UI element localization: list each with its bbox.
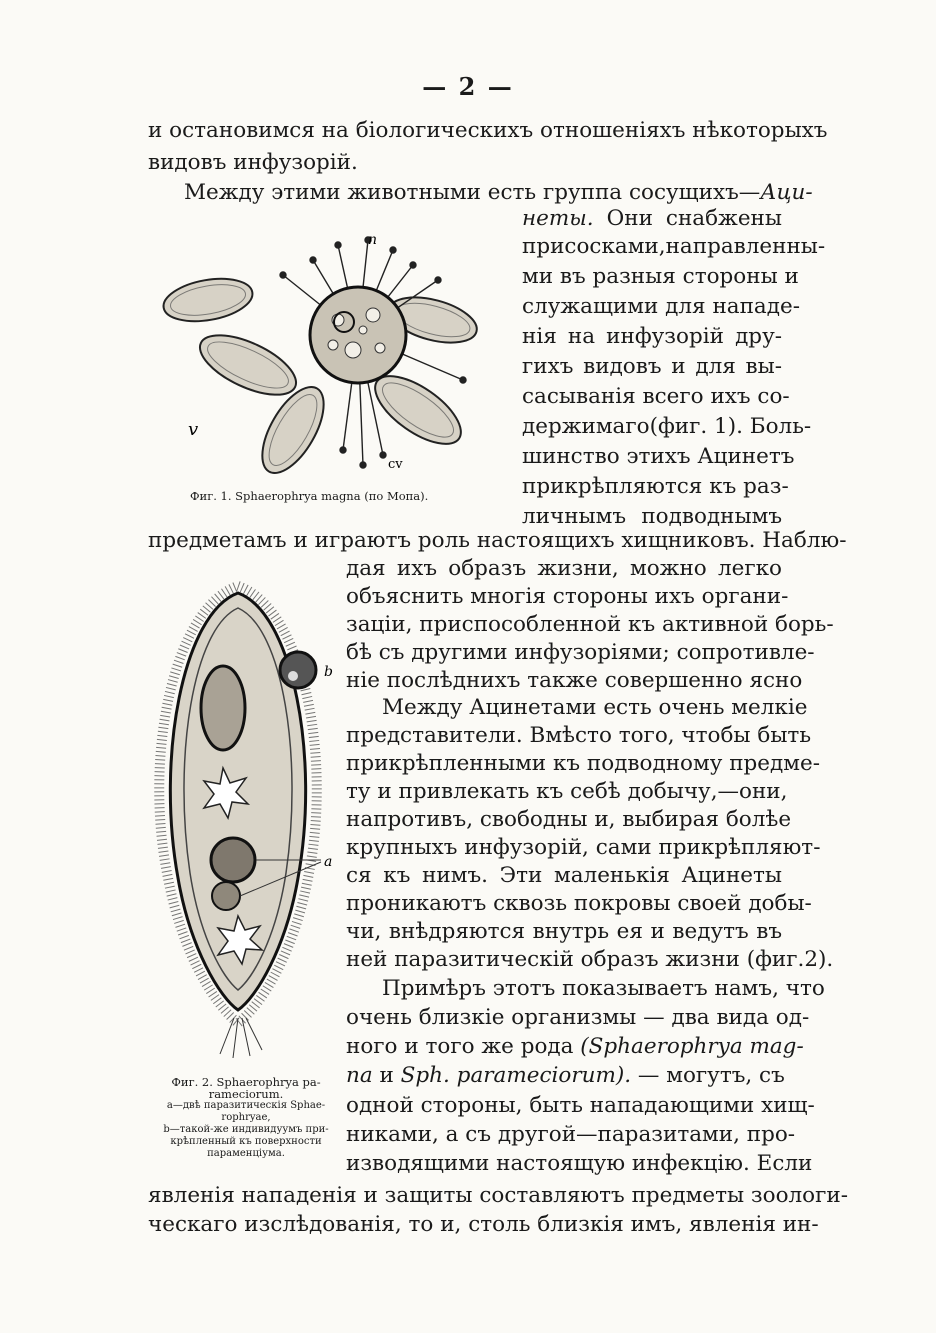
text-span: и	[372, 1063, 401, 1088]
text-line: крупныхъ инфузорій, сами прикрѣпляют-	[346, 835, 821, 860]
figure-2-caption	[146, 1076, 346, 1160]
text-line: предметамъ и играютъ роль настоящихъ хищниковъ. Наблю-	[148, 528, 847, 553]
text-line: проникаютъ сквозь покровы своей добы-	[346, 891, 812, 916]
fig1-label-v: v	[188, 419, 199, 440]
text-line: дая ихъ образъ жизни, можно легко	[346, 556, 782, 581]
text-line: Между Ацинетами есть очень мелкіе	[382, 695, 808, 720]
text-line: ту и привлекать къ себѣ добычу,—они,	[346, 779, 788, 804]
text-line: ческаго изслѣдованія, то и, столь близкія имъ, явленія ин-	[148, 1212, 819, 1237]
caption-line: b—такой-же индивидуумъ при-	[163, 1124, 329, 1135]
text-line	[522, 206, 782, 234]
text-line: представители. Вмѣсто того, чтобы быть	[346, 723, 812, 748]
text-line: ся къ нимъ. Эти маленькія Ацинеты	[346, 863, 782, 888]
text-span: — могутъ, съ	[631, 1063, 785, 1088]
species-name: Sph. parameciorum).	[400, 1063, 632, 1088]
figure-1-caption: Фиг. 1. Sphaerophrya magna (по Мопа).	[190, 489, 429, 503]
fig1-label-cv: cv	[388, 457, 403, 472]
text-line: бѣ съ другими инфузоріями; сопротивле-	[346, 640, 815, 665]
text-line: чи, внѣдряются внутрь ея и ведутъ въ	[346, 919, 782, 944]
text-line: ми въ разныя стороны и	[522, 264, 799, 289]
text-line	[346, 1063, 785, 1091]
species-name: (Sphaerophrya mag-	[580, 1034, 804, 1059]
caption-line: крѣпленный къ поверхности	[170, 1136, 322, 1147]
page-number: — 2 —	[422, 72, 514, 101]
text-line: и остановимся на біологическихъ отношеніяхъ нѣкоторыхъ	[148, 118, 828, 143]
text-line: ніе послѣднихъ также совершенно ясно	[346, 668, 803, 693]
species-name: na	[346, 1063, 373, 1088]
text-line: Примѣръ этотъ показываетъ намъ, что	[382, 976, 825, 1001]
text-line: сасыванія всего ихъ со-	[522, 384, 790, 409]
text-line: гихъ видовъ и для вы-	[522, 354, 782, 379]
fig2-label-a: a	[324, 854, 333, 870]
text-line	[184, 180, 813, 208]
text-line	[346, 1034, 804, 1062]
caption-line: параменціума.	[207, 1148, 285, 1159]
text-line: служащими для нападе-	[522, 294, 800, 319]
text-span: Они снабжены	[606, 206, 782, 231]
text-span: Между этими животными есть группа сосущихъ—	[184, 180, 761, 205]
caption-line: rophryae,	[221, 1112, 271, 1123]
caption-line: rameciorum.	[208, 1087, 284, 1101]
acineta-body	[310, 287, 406, 383]
text-line: шинство этихъ Ацинетъ	[522, 444, 795, 469]
fig2-label-b: b	[324, 664, 333, 680]
caption-line: Фиг. 2. Sphaerophrya pa-	[171, 1075, 321, 1089]
text-line: изводящими настоящую инфекцію. Если	[346, 1151, 813, 1176]
text-line: ней паразитическій образъ жизни (фиг.2).	[346, 947, 834, 972]
text-span: ного и того же рода	[346, 1034, 581, 1059]
acineta-term: неты.	[522, 206, 594, 231]
text-line: присосками,направленны-	[522, 234, 826, 259]
text-line: объяснить многія стороны ихъ органи-	[346, 584, 789, 609]
fig1-label-n: n	[368, 232, 378, 248]
text-line: прикрѣпленными къ подводному предме-	[346, 751, 820, 776]
text-line: явленія нападенія и защиты составляютъ предметы зоологи-	[148, 1183, 848, 1208]
text-line: нія на инфузорій дру-	[522, 324, 782, 349]
text-line: никами, а съ другой—паразитами, про-	[346, 1122, 796, 1147]
figure-1-illustration	[148, 230, 508, 490]
text-line: очень близкіе организмы — два вида од-	[346, 1005, 810, 1030]
acineta-term: Аци-	[760, 180, 813, 205]
text-line: прикрѣпляются къ раз-	[522, 474, 789, 499]
text-line: личнымъ подводнымъ	[522, 504, 782, 529]
text-line: одной стороны, быть нападающими хищ-	[346, 1093, 815, 1118]
text-line: держимаго(фиг. 1). Боль-	[522, 414, 812, 439]
text-line: видовъ инфузорій.	[148, 150, 358, 175]
caption-line: a—двѣ паразитическія Sphae-	[166, 1100, 326, 1111]
text-line: напротивъ, свободны и, выбирая болѣе	[346, 807, 792, 832]
text-line: заціи, приспособленной къ активной борь-	[346, 612, 834, 637]
figure-2-illustration	[138, 578, 338, 1068]
